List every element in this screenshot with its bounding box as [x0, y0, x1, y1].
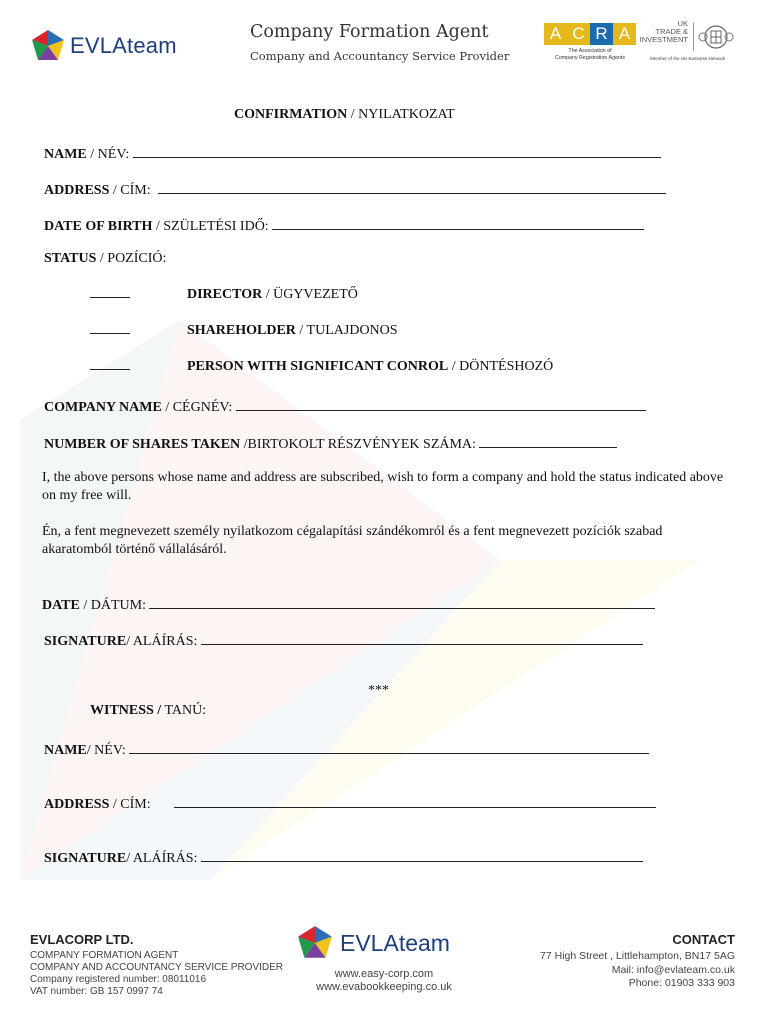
- company-name-line[interactable]: [236, 396, 646, 411]
- acra-letter: A: [613, 23, 636, 45]
- footer-address: 77 High Street , Littlehampton, BN17 5AG: [540, 950, 735, 962]
- option-director[interactable]: DIRECTOR / ÜGYVEZETŐ: [90, 287, 358, 303]
- footer-company-info: [30, 932, 283, 998]
- uk-line: UK: [677, 19, 688, 28]
- option-shareholder[interactable]: SHAREHOLDER / TULAJDONOS: [90, 323, 398, 339]
- checkbox-blank[interactable]: [90, 369, 130, 370]
- evlateam-logo-icon: [30, 28, 66, 64]
- footer-line: Company registered number: 08011016: [30, 974, 207, 985]
- witness-address-field[interactable]: ADDRESS / CÍM:: [44, 793, 656, 813]
- witness-signature-field[interactable]: SIGNATURE/ ALÁÍRÁS:: [44, 847, 643, 867]
- dob-line[interactable]: [272, 215, 644, 230]
- signature-field[interactable]: SIGNATURE/ ALÁÍRÁS:: [44, 630, 643, 650]
- dob-field[interactable]: DATE OF BIRTH / SZÜLETÉSI IDŐ:: [44, 215, 644, 235]
- uk-member-text: Member of the UK Business Network: [650, 56, 726, 61]
- address-field[interactable]: ADDRESS / CÍM:: [44, 179, 666, 199]
- header-subtitle: Company and Accountancy Service Provider: [250, 49, 510, 63]
- uk-line: TRADE &: [655, 27, 688, 36]
- acra-letter: C: [567, 23, 590, 45]
- header-title: Company Formation Agent: [250, 22, 489, 42]
- name-line[interactable]: [133, 143, 661, 158]
- form-title: CONFIRMATION / NYILATKOZAT: [234, 107, 455, 122]
- date-line[interactable]: [149, 594, 655, 609]
- witness-heading: WITNESS / TANÚ:: [90, 703, 207, 718]
- shares-line[interactable]: [479, 433, 617, 448]
- option-psc[interactable]: PERSON WITH SIGNIFICANT CONROL / DÖNTÉSHOZÓ: [90, 359, 553, 375]
- witness-signature-line[interactable]: [201, 847, 643, 862]
- footer-contact-title: CONTACT: [672, 932, 735, 947]
- acra-caption: Company Registration Agents: [554, 55, 626, 61]
- address-line[interactable]: [158, 179, 666, 194]
- footer-contact: [540, 932, 735, 991]
- status-label: STATUS / POZÍCIÓ:: [44, 251, 167, 266]
- name-field[interactable]: NAME / NÉV:: [44, 143, 661, 163]
- evlateam-logo-icon: [296, 924, 334, 962]
- statement-hungarian: Én, a fent megnevezett személy nyilatkozom cégalapítási szándékomról és a fent megnevezett pozíciók szabad akaratomból történő vállalásáról.: [42, 524, 663, 557]
- witness-name-field[interactable]: NAME/ NÉV:: [44, 739, 649, 759]
- signature-line[interactable]: [201, 630, 643, 645]
- acra-logo: [544, 23, 636, 63]
- statement-english: I, the above persons whose name and address are subscribed, wish to form a company and hold the status indicated above on my free will.: [42, 470, 724, 503]
- footer-email[interactable]: Mail: info@evlateam.co.uk: [611, 963, 735, 976]
- footer-line: COMPANY AND ACCOUNTANCY SERVICE PROVIDER: [30, 962, 284, 973]
- footer-line: COMPANY FORMATION AGENT: [30, 950, 179, 961]
- crest-icon: [692, 22, 736, 52]
- evlateam-logo: [30, 26, 190, 66]
- footer-brand-name: EVLAteam: [340, 930, 450, 956]
- witness-name-line[interactable]: [129, 739, 649, 754]
- acra-letter: A: [544, 23, 567, 45]
- uk-trade-logo: [639, 19, 738, 66]
- checkbox-blank[interactable]: [90, 333, 130, 334]
- separator: ***: [368, 683, 389, 698]
- footer-website-link[interactable]: www.evabookkeeping.co.uk: [316, 981, 452, 993]
- footer-company-name: EVLACORP LTD.: [30, 932, 134, 947]
- acra-letter: R: [590, 23, 613, 45]
- witness-address-line[interactable]: [174, 793, 656, 808]
- checkbox-blank[interactable]: [90, 297, 130, 298]
- shares-field[interactable]: NUMBER OF SHARES TAKEN /BIRTOKOLT RÉSZVÉNYEK SZÁMA:: [44, 433, 617, 453]
- footer-phone[interactable]: Phone: 01903 333 903: [628, 977, 735, 989]
- company-name-field[interactable]: COMPANY NAME / CÉGNÉV:: [44, 396, 646, 416]
- footer-line: VAT number: GB 157 0997 74: [30, 986, 163, 997]
- footer-website-link[interactable]: www.easy-corp.com: [334, 968, 434, 980]
- brand-name: EVLAteam: [70, 33, 177, 58]
- uk-line: INVESTMENT: [639, 35, 688, 44]
- date-field[interactable]: DATE / DÁTUM:: [42, 594, 655, 614]
- acra-caption: The Association of: [568, 48, 612, 54]
